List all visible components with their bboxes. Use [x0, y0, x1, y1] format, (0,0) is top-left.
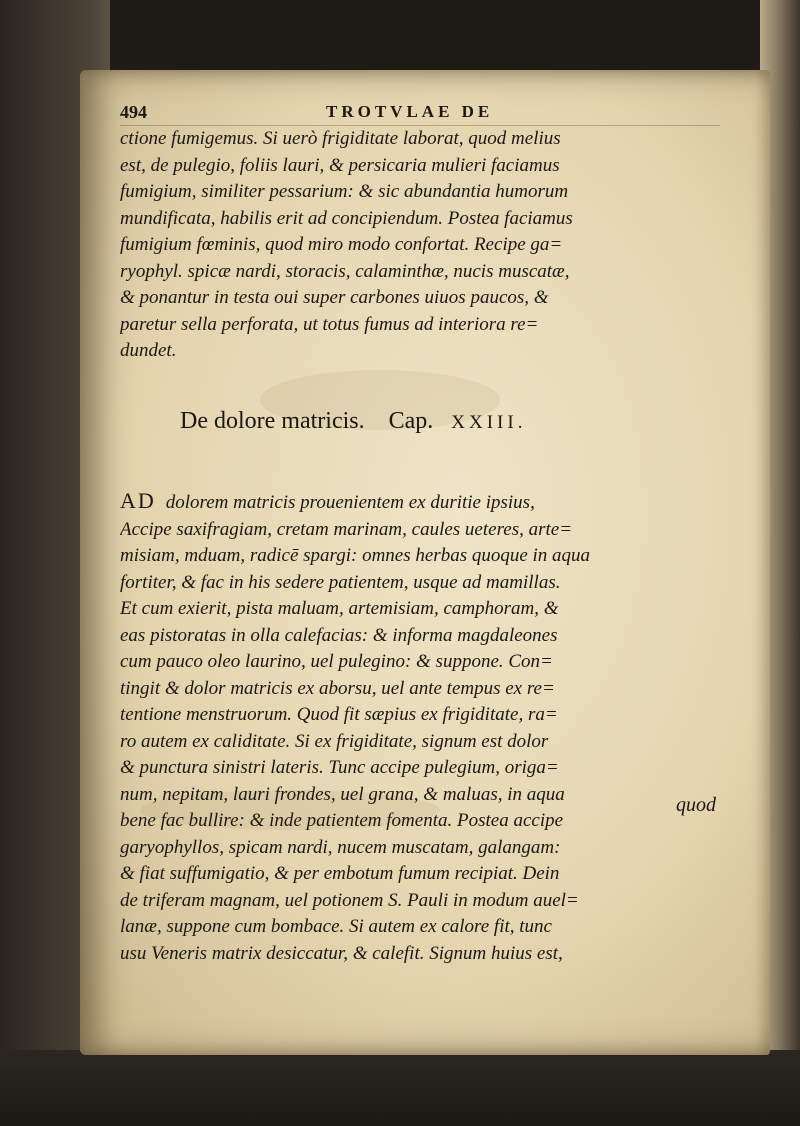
- paragraph-2: [120, 488, 730, 967]
- text-line: garyophyllos, spicam nardi, nucem muscatam, galangam:: [120, 836, 561, 858]
- text-line: cum pauco oleo laurino, uel pulegino: & suppone. Con=: [120, 651, 553, 672]
- text-line: est, de pulegio, foliis lauri, & persicaria mulieri faciamus: [120, 154, 560, 176]
- text-line: fumigium, similiter pessarium: & sic abundantia humorum: [120, 181, 569, 202]
- chapter-title: De dolore matricis.: [180, 408, 365, 434]
- catchword: quod: [676, 794, 716, 816]
- text-line: eas pistoratas in olla calefacias: & informa magdaleones: [120, 624, 558, 646]
- text-line: ro autem ex caliditate. Si ex frigiditate, signum est dolor: [120, 730, 549, 752]
- text-line: mundificata, habilis erit ad concipiendum. Postea faciamus: [120, 207, 573, 229]
- text-line: & punctura sinistri lateris. Tunc accipe pulegium, origa=: [120, 757, 559, 778]
- book-page: [80, 70, 770, 1055]
- page-number: 494: [120, 102, 147, 122]
- text-line: [120, 488, 730, 517]
- chapter-heading: [180, 408, 526, 435]
- bottom-shadow: [0, 1050, 800, 1126]
- text-line: paretur sella perforata, ut totus fumus ad interiora re=: [120, 313, 539, 335]
- text-line: dundet.: [120, 340, 177, 361]
- paragraph-1: [120, 126, 730, 365]
- text-line: ryophyl. spicæ nardi, storacis, calaminthæ, nucis muscatæ,: [120, 260, 570, 282]
- text-line: & ponantur in testa oui super carbones uiuos paucos, &: [120, 287, 549, 308]
- text-line: fortiter, & fac in his sedere patientem, usque ad mamillas.: [120, 571, 561, 593]
- text-line: tingit & dolor matricis ex aborsu, uel ante tempus ex re=: [120, 677, 555, 699]
- chapter-number: XXIII.: [451, 412, 527, 433]
- text-line: usu Veneris matrix desiccatur, & calefit. Signum huius est,: [120, 942, 563, 964]
- text-line: & fiat suffumigatio, & per embotum fumum recipiat. Dein: [120, 863, 560, 884]
- running-head: [120, 100, 720, 126]
- chapter-label: Cap.: [388, 408, 434, 434]
- text-line-body: dolorem matricis prouenientem ex duritie ipsius,: [165, 492, 535, 513]
- text-line: misiam, mduam, radicē spargi: omnes herbas quoque in aqua: [120, 545, 591, 566]
- running-title: TROTVLAE DE: [326, 102, 494, 121]
- text-line: ctione fumigemus. Si uerò frigiditate laborat, quod melius: [120, 128, 561, 149]
- text-line: fumigium fœminis, quod miro modo confortat. Recipe ga=: [120, 234, 563, 255]
- initial-letters: AD: [120, 488, 156, 513]
- text-line: num, nepitam, lauri frondes, uel grana, & maluas, in aqua: [120, 783, 565, 805]
- text-line: Accipe saxifragiam, cretam marinam, caules ueteres, arte=: [120, 518, 573, 540]
- text-line: lanæ, suppone cum bombace. Si autem ex calore fit, tunc: [120, 916, 552, 937]
- text-line: bene fac bullire: & inde patientem fomenta. Postea accipe: [120, 810, 564, 831]
- text-line: tentione menstruorum. Quod fit sæpius ex frigiditate, ra=: [120, 704, 558, 725]
- text-line: Et cum exierit, pista maluam, artemisiam, camphoram, &: [120, 598, 559, 619]
- text-line: de triferam magnam, uel potionem S. Pauli in modum auel=: [120, 889, 579, 911]
